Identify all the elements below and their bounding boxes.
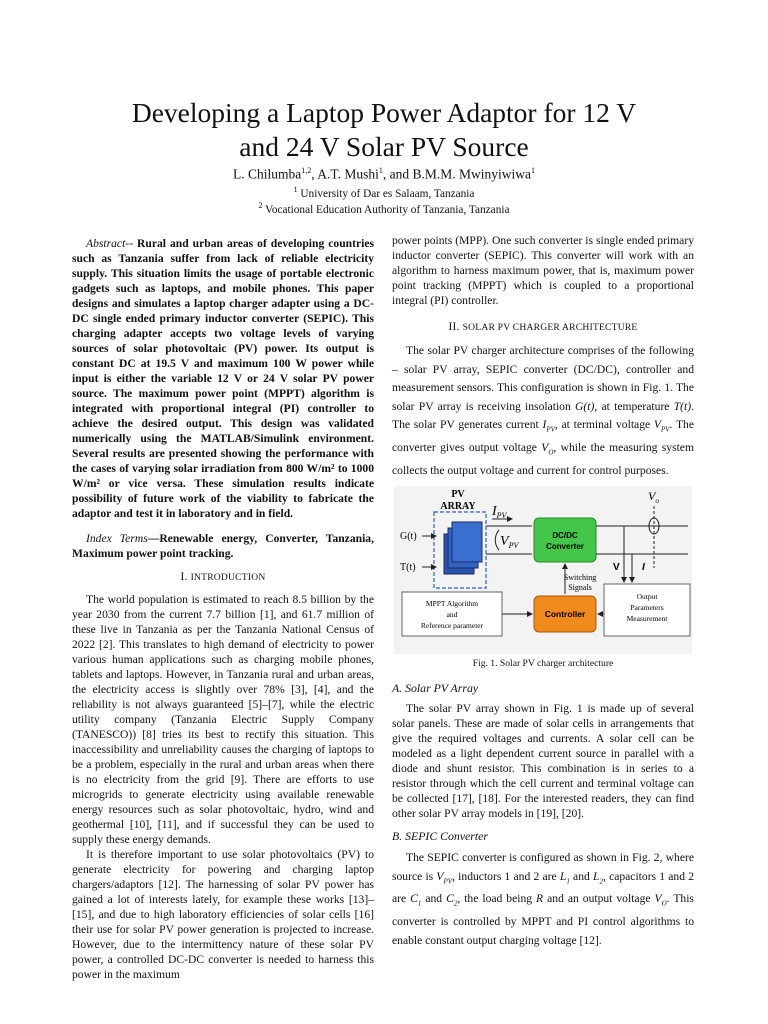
math-g-t: G(t) — [575, 399, 595, 413]
text-run: and — [573, 869, 590, 883]
figure-1 — [392, 486, 694, 654]
text-run: and — [425, 892, 443, 906]
index-terms — [72, 531, 374, 561]
mppt-label-2: and — [446, 610, 458, 620]
section-number: I. — [180, 571, 188, 583]
vo-subscript: o — [655, 497, 659, 506]
ipv-subscript: PV — [496, 511, 507, 521]
text-run: The solar PV charger architecture comprises of the following – solar PV array, SEPIC converter (DC/DC), controller and measurement sensors. This configuration is shown in Fig. 1. The solar PV array is receiving insolation — [392, 344, 694, 413]
t-input-label: T(t) — [400, 562, 416, 574]
text-run: . The converter gives output voltage — [392, 418, 694, 454]
sepic-paragraph — [392, 849, 694, 950]
affiliation-2 — [60, 201, 708, 216]
author-name: A.T. Mushi — [317, 166, 379, 182]
text-run: , at temperature — [594, 399, 670, 413]
pv-panel-front — [452, 522, 482, 562]
vo-symbol: V — [648, 489, 656, 504]
section-heading-architecture — [392, 320, 694, 335]
switching-label-2: Signals — [568, 583, 592, 593]
right-column — [392, 233, 694, 950]
i-measure-label: I — [642, 562, 645, 574]
section-title: INTRODUCTION — [190, 572, 266, 583]
architecture-paragraph — [392, 342, 694, 480]
figure-1-caption: Fig. 1. Solar PV charger architecture — [472, 658, 614, 670]
intro-paragraph-1: The world population is estimated to reach 8.5 billion by the year 2030 from the current 7.7 billion [1], and 61.7 million of these live in Tanzania as per the Tanzania National Census of 2022 [2]. This translates to high demand of electricity to power various human applications such as charging mobile phones, tablets and laptops. However, in Tanzania rural and urban areas, the electricity access is slightly over 78% [3], [4], and the reliability is not always guaranteed [5]–[7], while the electric utility company (Tanzania Electric Supply Company (TANESCO)) [8] tries its best to rectify this situation. This inaccessibility and unreliability causes the charging of laptops to be a problem, especially in the rural and urban areas when there is no electricity from the grid [9]. There are efforts to use microgrids to generate electricity using available renewable energy resources such as solar photovoltaic, hydro, wind and geothermal [10], [11], and if successful they can be used to supply these energy demands. — [72, 593, 374, 846]
math-c1: $C_1$ — [410, 892, 422, 908]
math-c2: $C_2$ — [446, 892, 458, 908]
pv-array-label-2: ARRAY — [440, 501, 476, 513]
math-symbol: V — [541, 440, 549, 454]
title-line-1: Developing a Laptop Power Adaptor for 12 V — [131, 97, 637, 128]
math-l1: $L_1$ — [559, 869, 570, 885]
math-i-pv: $I_{PV}$ — [542, 418, 555, 434]
text-run: , the load being — [457, 892, 533, 906]
math-t-t: T(t) — [673, 399, 692, 413]
section-heading-introduction — [72, 570, 374, 585]
output-label-2: Parameters — [630, 603, 664, 613]
abstract-label: Abstract-- — [86, 237, 134, 250]
math-r: R — [536, 892, 544, 906]
text-run: . This converter is controlled by MPPT and PI control algorithms to enable constant output charging voltage [12]. — [392, 892, 694, 947]
converter-block — [534, 518, 596, 562]
abstract-text: Rural and urban areas of developing countries such as Tanzania suffer from lack of reliable electricity supply. This situation limits the usage of portable electronic gadgets such as laptops, and mobile phones. This paper designs and simulates a laptop charger adapter using a DC-DC single ended primary inductor converter (SEPIC). This charging adapter accepts two voltage levels of varying sources of solar photovoltaic (PV) power. Its output is constant DC at 19.5 V and maximum 100 W power while input is either the variable 12 V or 24 V solar PV power source. The maximum power point (MPPT) algorithm is integrated with proportional integral (PI) controller to achieve the desired output. This design was validated numerically using the MATLAB/Simulink environment. Several results are presented showing the performance with the cases of varying solar irradiation from 800 W/m² to 1000 W/m² or vice versa. These simulation results indicate possibility of future work of the viability to fabricate the adaptor and test it in laboratory and in field. — [72, 237, 374, 520]
converter-label-1: DC/DC — [552, 531, 578, 541]
text-run: , at terminal voltage — [554, 418, 651, 431]
title-line-2: and 24 V Solar PV Source — [239, 131, 529, 162]
v-measure-label: V — [613, 562, 620, 574]
math-v-pv: $V_{PV}$ — [436, 869, 453, 885]
ipv-symbol: I — [492, 504, 497, 520]
right-paragraph-continuation: power points (MPP). One such converter is single ended primary inductor converter (SEPIC). This converter will work with an algorithm to harness maximum power, that is, maximum power point tracking (MPPT) which is coupled to a proportional integral (PI) controller. — [392, 234, 694, 307]
math-symbol: V — [653, 418, 661, 431]
converter-label-2: Converter — [546, 542, 584, 552]
text-run: and an output voltage — [547, 892, 651, 906]
math-v-o: $V_O$ — [654, 892, 667, 908]
paper-title — [60, 96, 708, 164]
math-symbol: I — [542, 418, 547, 431]
subsection-heading-a: A. Solar PV Array — [392, 681, 479, 696]
section-number: II. — [448, 321, 460, 333]
vpv-subscript: PV — [508, 541, 519, 551]
architecture-diagram — [392, 486, 694, 654]
text-run: , while the measuring system collects the output voltage and current for control purposes. — [392, 440, 694, 477]
author-sup: 1 — [378, 166, 383, 175]
math-l2: $L_2$ — [593, 869, 603, 885]
abstract — [72, 236, 374, 521]
text-run: , inductors 1 and 2 are — [452, 869, 557, 883]
affiliation-text: Vocational Education Authority of Tanzania, Tanzania — [265, 203, 510, 216]
affiliation-sup: 2 — [258, 201, 263, 210]
vpv-symbol: V — [500, 534, 509, 550]
subsection-heading-b: B. SEPIC Converter — [392, 829, 488, 844]
math-v-pv: $V_{PV}$ — [653, 418, 670, 434]
affiliation-1 — [60, 185, 708, 200]
author-sup: 1 — [531, 166, 536, 175]
affiliation-sup: 1 — [293, 185, 298, 194]
mppt-label-1: MPPT Algorithm — [425, 599, 479, 609]
output-label-1: Output — [636, 592, 658, 602]
mppt-label-3: Reference parameter — [420, 621, 484, 631]
section-title: SOLAR PV CHARGER ARCHITECTURE — [462, 322, 638, 333]
author-name: B.M.M. Mwinyiwiwa — [412, 166, 532, 182]
intro-paragraph-2: It is therefore important to use solar photovoltaics (PV) to generate electricity for powering and charging laptop chargers/adaptors [12]. The harnessing of solar PV power has gained a lot of interests lately, for example these works [13]–[15], and due to high laboratory efficiencies of solar cells [16] their use for solar PV power generation is projected to increase. However, due to the intermittency nature of these solar PV power, a controlled DC-DC converter is needed to harness this power in the maximum — [72, 848, 374, 981]
text-run: The SEPIC converter is configured as shown in Fig. 2, where source is — [392, 851, 694, 883]
left-column — [72, 236, 374, 982]
text-run: , capacitors 1 and 2 are — [392, 869, 695, 906]
solar-pv-array-paragraph: The solar PV array shown in Fig. 1 is made up of several solar panels. These are made of solar cells in arrangements that give the required voltages and currents. A solar cell can be modeled as a light dependent current source in parallel with a diode and shunt resistor. This combination is in series to a resistor through which the cell current and terminal voltage can be collected [17], [18]. For the interested readers, they can find other solar PV array models in [19], [20]. — [392, 702, 694, 821]
index-terms-text: —Renewable energy, Converter, Tanzania, Maximum power point tracking. — [72, 532, 374, 560]
output-label-3: Measurement — [626, 614, 668, 624]
switching-label-1: Switching — [563, 573, 597, 583]
math-v-o: $V_O$ — [541, 440, 554, 457]
affiliation-text: University of Dar es Salaam, Tanzania — [300, 187, 475, 200]
controller-label: Controller — [544, 609, 586, 620]
g-input-label: G(t) — [400, 531, 417, 543]
author-name: L. Chilumba — [232, 166, 302, 182]
author-sup: 1,2 — [301, 166, 312, 175]
pv-array-label-1: PV — [451, 489, 465, 501]
author-list: L. Chilumba$^{1,2}$, A.T. Mushi$^1$, and B.M.M. Mwinyiwiwa$^1$ — [232, 166, 536, 182]
text-run: . The solar PV generates current — [392, 399, 694, 431]
index-terms-label: Index Terms — [86, 532, 148, 545]
